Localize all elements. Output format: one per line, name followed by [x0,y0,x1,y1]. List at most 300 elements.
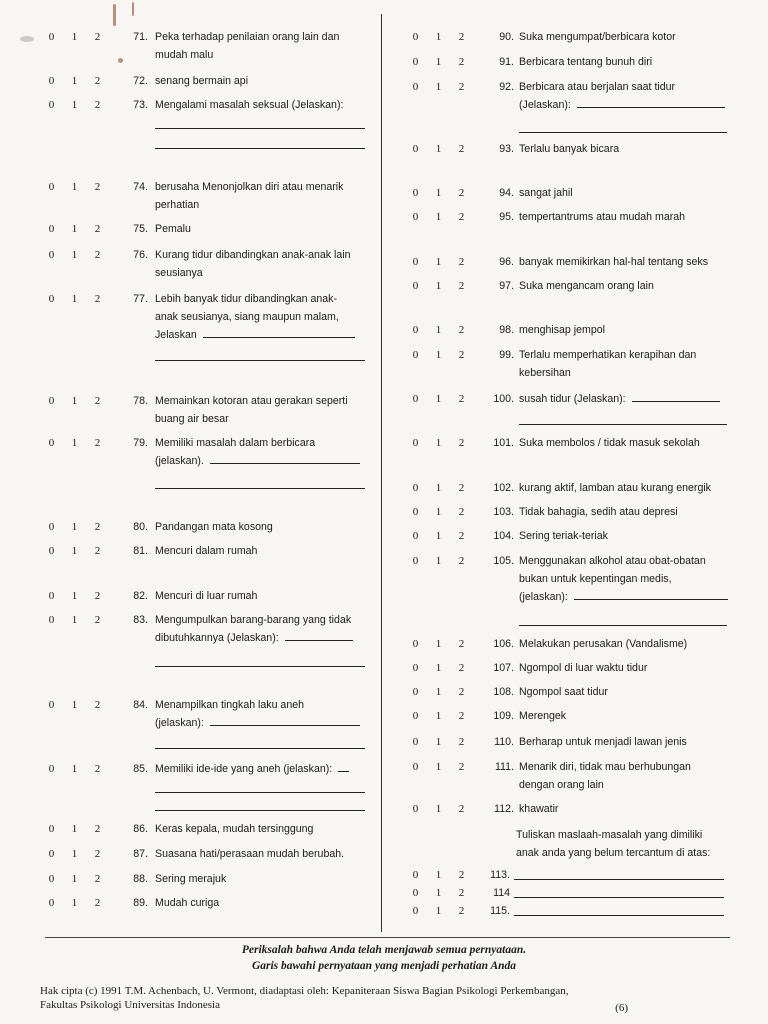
rating-option-1[interactable]: 1 [71,614,78,626]
item-text-segment: Memiliki masalah dalam berbicara [155,437,316,449]
rating-scale [404,866,473,884]
rating-option-0[interactable]: 0 [412,482,419,494]
rating-option-0[interactable]: 0 [412,555,419,567]
item-text [519,659,731,677]
rating-option-1[interactable]: 1 [435,761,442,773]
rating-option-0[interactable]: 0 [412,81,419,93]
rating-option-1[interactable]: 1 [71,437,78,449]
rating-option-1[interactable]: 1 [435,506,442,518]
rating-scale [404,902,473,920]
rating-scale [404,527,473,545]
answer-blank[interactable] [210,454,360,464]
rating-option-2[interactable]: 2 [458,81,465,93]
rating-option-0[interactable]: 0 [412,869,419,881]
item-text-line [519,479,731,497]
item-text-segment: Lebih banyak tidur dibandingkan anak- [155,293,337,305]
rating-option-2[interactable]: 2 [458,482,465,494]
rating-option-1[interactable]: 1 [435,710,442,722]
item-text-segment: Sering teriak-teriak [519,530,608,542]
item-text-segment: Menarik diri, tidak mau berhubungan [519,761,691,773]
item-text-segment: Melakukan perusakan (Vandalisme) [519,638,688,650]
item-number: 73. [133,99,148,111]
item-number: 99. [499,349,514,361]
rating-option-2[interactable]: 2 [458,555,465,567]
rating-option-0[interactable]: 0 [48,897,55,909]
rating-option-2[interactable]: 2 [458,324,465,336]
rating-option-1[interactable]: 1 [435,905,442,917]
item-number: 107. [493,662,514,674]
rating-option-2[interactable]: 2 [458,506,465,518]
rating-option-1[interactable]: 1 [71,545,78,557]
item-text-line [155,290,367,308]
rating-option-0[interactable]: 0 [48,293,55,305]
rating-option-2[interactable]: 2 [458,256,465,268]
item-text-line [155,629,367,647]
rating-option-0[interactable]: 0 [48,223,55,235]
answer-line[interactable] [519,625,727,626]
answer-line[interactable] [155,128,365,129]
item-number: 104. [493,530,514,542]
item-number: 81. [133,545,148,557]
rating-option-0[interactable]: 0 [48,181,55,193]
item-text-segment: sangat jahil [519,187,573,199]
rating-option-1[interactable]: 1 [71,99,78,111]
rating-option-0[interactable]: 0 [48,395,55,407]
item-text-segment: Ngompol saat tidur [519,686,608,698]
rating-option-0[interactable]: 0 [412,803,419,815]
rating-option-2[interactable]: 2 [94,99,101,111]
item-text [519,28,731,46]
rating-option-1[interactable]: 1 [71,763,78,775]
rating-option-0[interactable]: 0 [412,143,419,155]
item-number: 83. [133,614,148,626]
item-number: 90. [499,31,514,43]
rating-scale [404,208,473,226]
item-text [519,321,731,339]
rating-option-1[interactable]: 1 [71,181,78,193]
item-text [519,758,731,794]
item-text-segment: kebersihan [519,367,571,379]
item-text-segment: Suasana hati/perasaan mudah berubah. [155,848,345,860]
rating-option-2[interactable]: 2 [94,897,101,909]
answer-blank[interactable] [210,716,360,726]
rating-option-1[interactable]: 1 [435,736,442,748]
item-text-line [155,820,367,838]
rating-option-1[interactable]: 1 [71,293,78,305]
answer-line[interactable] [155,360,365,361]
rating-option-1[interactable]: 1 [435,143,442,155]
item-text-segment: Keras kepala, mudah tersinggung [155,823,314,835]
item-text [519,277,731,295]
rating-scale [404,659,473,677]
rating-option-2[interactable]: 2 [458,662,465,674]
rating-option-1[interactable]: 1 [435,638,442,650]
rating-option-0[interactable]: 0 [412,530,419,542]
answer-blank[interactable] [577,98,725,108]
rating-option-1[interactable]: 1 [435,81,442,93]
item-text-segment: Peka terhadap penilaian orang lain dan [155,31,340,43]
item-number: 108. [493,686,514,698]
item-text-line [519,434,731,452]
rating-scale [40,434,109,452]
rating-option-0[interactable]: 0 [48,614,55,626]
item-text [155,518,367,536]
item-text-segment: Menggunakan alkohol atau obat-obatan [519,555,706,567]
item-text-line [519,346,731,364]
answer-blank[interactable] [285,631,353,641]
rating-scale [40,518,109,536]
rating-scale [404,479,473,497]
item-number: 88. [133,873,148,885]
answer-blank[interactable] [574,590,728,600]
item-text [155,434,367,470]
rating-option-2[interactable]: 2 [94,249,101,261]
rating-option-0[interactable]: 0 [412,887,419,899]
item-text-segment: bukan untuk kepentingan medis, [519,573,672,585]
item-text-line [155,246,367,264]
item-number: 72. [133,75,148,87]
item-text-line [519,588,731,606]
rating-option-0[interactable]: 0 [412,761,419,773]
rating-option-0[interactable]: 0 [412,710,419,722]
rating-option-0[interactable]: 0 [48,873,55,885]
item-number: 86. [133,823,148,835]
item-number: 111. [494,761,514,773]
rating-scale [404,552,473,570]
rating-option-0[interactable]: 0 [48,699,55,711]
rating-option-0[interactable]: 0 [48,75,55,87]
paper-stain [113,4,116,26]
rating-option-2[interactable]: 2 [458,686,465,698]
item-text-line [155,542,367,560]
item-number: 94. [499,187,514,199]
rating-option-1[interactable]: 1 [71,249,78,261]
rating-option-0[interactable]: 0 [412,187,419,199]
rating-option-2[interactable]: 2 [458,736,465,748]
answer-line[interactable] [155,792,365,793]
item-text [155,845,367,863]
item-text-line [519,53,731,71]
item-text [155,587,367,605]
rating-option-1[interactable]: 1 [71,31,78,43]
rating-option-1[interactable]: 1 [435,555,442,567]
rating-scale [404,140,473,158]
item-text-segment: tempertantrums atau mudah marah [519,211,686,223]
item-number: 84. [133,699,148,711]
item-number: 89. [133,897,148,909]
rating-option-1[interactable]: 1 [435,280,442,292]
rating-option-2[interactable]: 2 [94,823,101,835]
rating-option-0[interactable]: 0 [412,393,419,405]
item-text-segment: kurang aktif, lamban atau kurang energik [519,482,711,494]
rating-option-2[interactable]: 2 [94,614,101,626]
answer-line[interactable] [519,424,727,425]
item-text [519,390,731,408]
item-number: 80. [133,521,148,533]
closing-note-line-1: Periksalah bahwa Anda telah menjawab semua pernyataan. [241,944,527,956]
item-text-line [519,552,731,570]
answer-line[interactable] [155,748,365,749]
rating-option-0[interactable]: 0 [412,31,419,43]
rating-option-1[interactable]: 1 [71,223,78,235]
rating-option-2[interactable]: 2 [94,437,101,449]
answer-line[interactable] [514,915,724,916]
rating-option-2[interactable]: 2 [458,56,465,68]
rating-option-0[interactable]: 0 [412,736,419,748]
item-number: 79. [133,437,148,449]
item-text-segment: seusianya [155,267,203,279]
item-text-segment: Menampilkan tingkah laku aneh [155,699,304,711]
answer-blank[interactable] [338,762,349,772]
rating-option-0[interactable]: 0 [48,99,55,111]
item-text-segment: (jelaskan). [155,455,204,467]
answer-line[interactable] [155,810,365,811]
rating-scale [40,96,109,114]
item-text-line [155,410,367,428]
answer-line[interactable] [155,666,365,667]
item-text-segment: Memainkan kotoran atau gerakan seperti [155,395,348,407]
answer-line[interactable] [519,132,727,133]
rating-option-1[interactable]: 1 [71,873,78,885]
copyright-line-1: Hak cipta (c) 1991 T.M. Achenbach, U. Vermont, diadaptasi oleh: Kepaniteraan Siswa Bagian Psikologi Perkembangan, [40,985,569,997]
rating-option-1[interactable]: 1 [71,897,78,909]
item-text-line [519,208,731,226]
item-text-segment: Berharap untuk menjadi lawan jenis [519,736,687,748]
rating-option-2[interactable]: 2 [94,848,101,860]
item-number: 105. [493,555,514,567]
rating-option-2[interactable]: 2 [458,905,465,917]
rating-scale [404,277,473,295]
item-text [155,760,367,778]
rating-option-2[interactable]: 2 [458,187,465,199]
footer-divider [45,937,730,938]
item-text [519,78,731,114]
rating-option-0[interactable]: 0 [48,763,55,775]
rating-option-2[interactable]: 2 [458,437,465,449]
rating-option-1[interactable]: 1 [435,530,442,542]
rating-option-1[interactable]: 1 [71,848,78,860]
rating-option-1[interactable]: 1 [435,887,442,899]
rating-option-1[interactable]: 1 [435,31,442,43]
rating-scale [404,733,473,751]
item-text-line [519,733,731,751]
item-text-segment: Merengek [519,710,567,722]
item-text [155,696,367,732]
item-text [155,28,367,64]
item-number: 106. [493,638,514,650]
rating-option-0[interactable]: 0 [412,686,419,698]
answer-line[interactable] [514,879,724,880]
rating-option-1[interactable]: 1 [71,823,78,835]
rating-option-1[interactable]: 1 [435,187,442,199]
rating-scale [40,220,109,238]
rating-scale [404,884,473,902]
item-text-segment: Berbicara atau berjalan saat tidur [519,81,676,93]
answer-line[interactable] [514,897,724,898]
rating-scale [40,542,109,560]
rating-option-1[interactable]: 1 [435,662,442,674]
item-number: 77. [133,293,148,305]
rating-option-0[interactable]: 0 [48,545,55,557]
item-text-segment: senang bermain api [155,75,249,87]
rating-option-0[interactable]: 0 [48,521,55,533]
rating-scale [404,184,473,202]
rating-option-0[interactable]: 0 [412,56,419,68]
item-text [519,635,731,653]
item-text-line [155,72,367,90]
rating-option-2[interactable]: 2 [458,31,465,43]
rating-scale [40,611,109,629]
rating-option-1[interactable]: 1 [435,869,442,881]
rating-option-2[interactable]: 2 [458,280,465,292]
item-text-line [519,570,731,588]
rating-option-2[interactable]: 2 [458,393,465,405]
item-text-line [155,760,367,778]
item-number: 96. [499,256,514,268]
rating-option-1[interactable]: 1 [435,324,442,336]
rating-option-2[interactable]: 2 [94,181,101,193]
answer-blank[interactable] [203,328,355,338]
item-number: 97. [499,280,514,292]
rating-scale [40,696,109,714]
item-text-line [155,178,367,196]
rating-option-1[interactable]: 1 [435,482,442,494]
rating-option-0[interactable]: 0 [48,823,55,835]
rating-option-0[interactable]: 0 [412,280,419,292]
rating-option-2[interactable]: 2 [94,521,101,533]
item-text-line [155,611,367,629]
rating-option-2[interactable]: 2 [458,638,465,650]
rating-option-2[interactable]: 2 [94,75,101,87]
rating-option-1[interactable]: 1 [435,211,442,223]
item-text-line [519,184,731,202]
answer-line[interactable] [155,148,365,149]
rating-scale [40,760,109,778]
rating-option-1[interactable]: 1 [71,699,78,711]
rating-option-0[interactable]: 0 [412,662,419,674]
rating-option-2[interactable]: 2 [458,761,465,773]
rating-option-0[interactable]: 0 [412,506,419,518]
rating-scale [404,53,473,71]
rating-option-1[interactable]: 1 [71,590,78,602]
item-text-line [155,392,367,410]
item-number: 82. [133,590,148,602]
rating-option-1[interactable]: 1 [71,521,78,533]
item-text [519,184,731,202]
rating-scale [404,390,473,408]
rating-option-0[interactable]: 0 [48,31,55,43]
rating-option-2[interactable]: 2 [458,530,465,542]
item-text-line [519,253,731,271]
rating-option-2[interactable]: 2 [94,293,101,305]
item-number: 115. [490,905,510,917]
rating-option-0[interactable]: 0 [48,590,55,602]
item-text [155,246,367,282]
rating-option-1[interactable]: 1 [71,75,78,87]
item-text-line [155,714,367,732]
paper-stain [20,36,34,42]
rating-option-2[interactable]: 2 [94,223,101,235]
rating-option-2[interactable]: 2 [94,590,101,602]
rating-option-2[interactable]: 2 [94,873,101,885]
item-text-line [155,96,367,114]
rating-option-0[interactable]: 0 [412,324,419,336]
item-text-line [155,894,367,912]
rating-option-2[interactable]: 2 [458,869,465,881]
rating-option-1[interactable]: 1 [435,803,442,815]
rating-option-1[interactable]: 1 [435,686,442,698]
answer-line[interactable] [155,488,365,489]
item-text-line [155,28,367,46]
item-text-line [155,434,367,452]
rating-option-1[interactable]: 1 [435,437,442,449]
item-text-segment: susah tidur (Jelaskan): [519,393,626,405]
rating-option-2[interactable]: 2 [458,349,465,361]
rating-option-0[interactable]: 0 [48,437,55,449]
item-text [155,178,367,214]
item-text-segment: dibutuhkannya (Jelaskan): [155,632,279,644]
item-text-line [519,364,731,382]
item-text [519,552,731,606]
rating-option-2[interactable]: 2 [458,887,465,899]
item-text [155,870,367,888]
rating-option-0[interactable]: 0 [48,249,55,261]
rating-option-2[interactable]: 2 [458,211,465,223]
rating-option-2[interactable]: 2 [94,699,101,711]
rating-option-1[interactable]: 1 [435,349,442,361]
rating-option-1[interactable]: 1 [435,256,442,268]
answer-blank[interactable] [632,392,720,402]
rating-option-0[interactable]: 0 [412,256,419,268]
rating-option-2[interactable]: 2 [94,545,101,557]
item-text [519,479,731,497]
item-text-line [519,758,731,776]
rating-option-1[interactable]: 1 [71,395,78,407]
item-text [155,220,367,238]
item-number: 93. [499,143,514,155]
rating-option-1[interactable]: 1 [435,56,442,68]
item-text-segment: Tidak bahagia, sedih atau depresi [519,506,678,518]
item-text [155,820,367,838]
rating-option-2[interactable]: 2 [94,31,101,43]
rating-option-0[interactable]: 0 [412,638,419,650]
item-number: 78. [133,395,148,407]
rating-option-2[interactable]: 2 [458,803,465,815]
rating-scale [404,346,473,364]
item-text-line [155,518,367,536]
item-text [155,392,367,428]
item-text-segment: banyak memikirkan hal-hal tentang seks [519,256,709,268]
item-text-segment: Mengalami masalah seksual (Jelaskan): [155,99,344,111]
item-text-segment: khawatir [519,803,559,815]
rating-option-0[interactable]: 0 [412,437,419,449]
item-text-line [155,46,367,64]
rating-option-0[interactable]: 0 [412,349,419,361]
rating-option-1[interactable]: 1 [435,393,442,405]
rating-option-0[interactable]: 0 [48,848,55,860]
item-text-line [519,321,731,339]
rating-option-0[interactable]: 0 [412,211,419,223]
rating-scale [40,392,109,410]
rating-option-0[interactable]: 0 [412,905,419,917]
rating-option-2[interactable]: 2 [458,143,465,155]
item-number: 101. [493,437,514,449]
rating-option-2[interactable]: 2 [94,395,101,407]
rating-scale [404,635,473,653]
rating-option-2[interactable]: 2 [458,710,465,722]
rating-scale [404,434,473,452]
rating-option-2[interactable]: 2 [94,763,101,775]
